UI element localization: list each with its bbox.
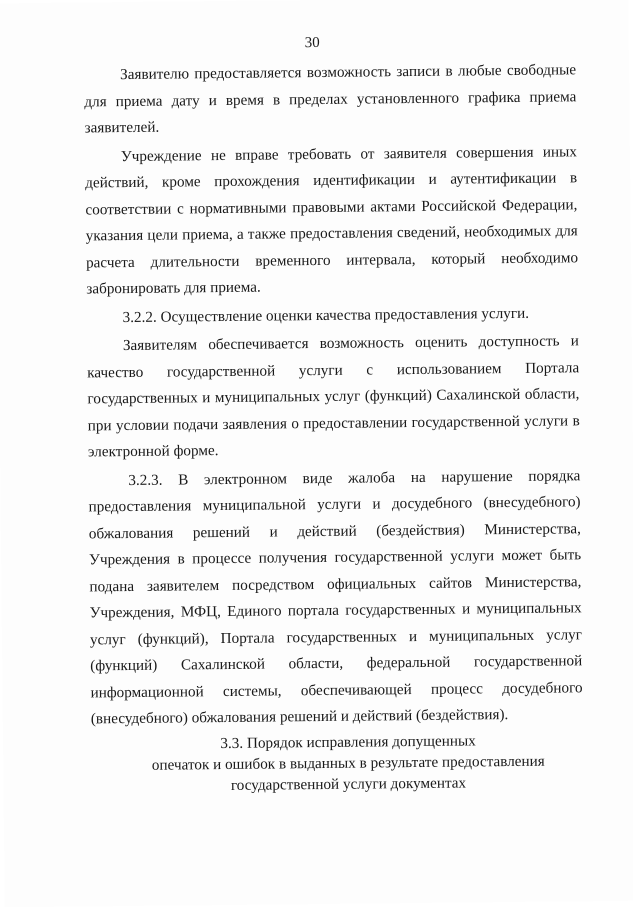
page-number: 30 (304, 34, 320, 52)
paragraph-quality-assessment: Заявителям обеспечивается возможность оценить доступность и качество государственной услуги с использованием Портала государственных и муниципальных услуг (функций) Сахалинской области, при условии подачи заявления о предоставлении государственной услуги в электронной форме. (87, 332, 580, 461)
section-heading-line-1: 3.3. Порядок исправления допущенных (220, 732, 476, 753)
body-text (84, 57, 583, 735)
paragraph-institution-restrictions: Учреждение не вправе требовать от заявителя совершения иных действий, кроме прохождения идентификации и аутентификации в соответствии с нормативными правовыми актами Российской Федерации, указания цели приема, а также предоставления сведений, необходимых для расчета длительности временного интервала, который необходимо забронировать для приема. (85, 142, 579, 298)
paragraph-quality-assessment-heading: 3.2.2. Осуществление оценки качества предоставления услуги. (122, 304, 530, 326)
section-heading (113, 729, 584, 797)
paragraph-electronic-complaint: 3.2.3. В электронном виде жалоба на нарушение порядка предоставления муниципальной услуги и досудебного (внесудебного) обжалования решений и действий (бездействия) Министерства, Учреждения в процессе получения государственной услуги может быть подана заявителем посредством официальных сайтов Министерства, Учреждения, МФЦ, Единого портала государственных и муниципальных услуг (функций), Портала государственных и муниципальных услуг (функций) Сахалинской области, федеральной государственной информационной системы, обеспечивающей процесс досудебного (внесудебного) обжалования решений и действий (бездействия). (88, 466, 583, 728)
paragraph-appointment-slots: Заявителю предоставляется возможность записи в любые свободные для приема дату и время в пределах установленного графика приема заявителей. (84, 61, 577, 137)
section-heading-line-2: опечаток и ошибок в выданных в результате предоставления (151, 752, 545, 774)
section-heading-line-3: государственной услуги документах (230, 774, 467, 794)
